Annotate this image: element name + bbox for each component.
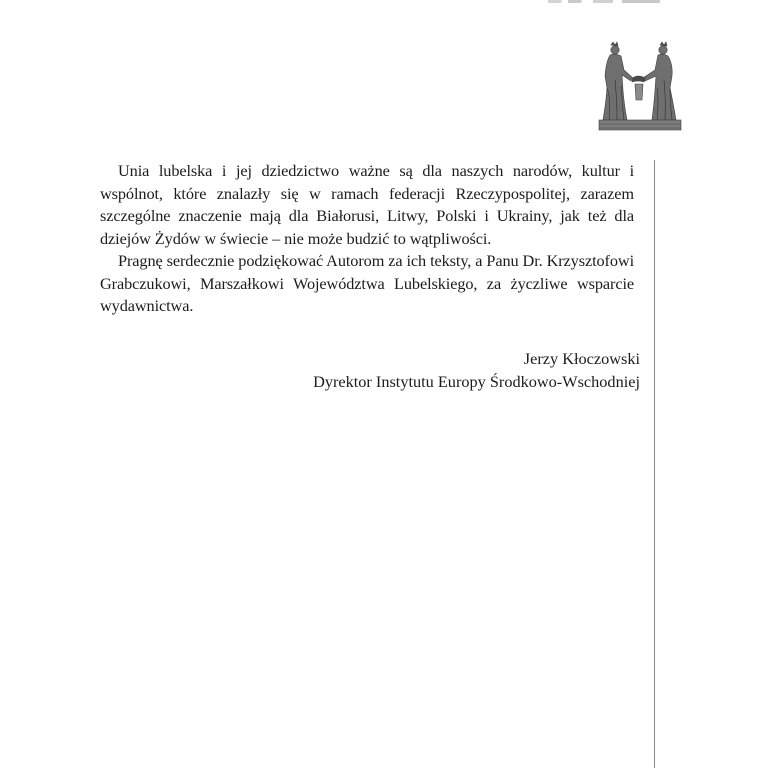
signature-title: Dyrektor Instytutu Europy Środkowo-Wschodniej [313, 372, 640, 391]
two-figures-relief-icon [597, 40, 683, 132]
main-text [100, 160, 634, 318]
paragraph: Unia lubelska i jej dziedzictwo ważne są dla naszych narodów, kultur i wspólnot, które znalazły się w ramach federacji Rzeczypospolitej, zarazem szczególne znaczenie mają dla Białorusi, Litwy, Polski i Ukrainy, jak też dla dziejów Żydów w świecie – nie może budzić to wątpliwości. [100, 161, 634, 248]
paragraph: Pragnę serdecznie podziękować Autorom za ich teksty, a Panu Dr. Krzysztofowi Grabczukowi, Marszałkowi Województwa Lubelskiego, za życzliwe wsparcie wydawnictwa. [100, 251, 634, 315]
scan-top-marks [548, 0, 660, 3]
signature-block [313, 347, 640, 393]
page-edge-line [654, 160, 655, 768]
signature-name: Jerzy Kłoczowski [523, 349, 640, 368]
